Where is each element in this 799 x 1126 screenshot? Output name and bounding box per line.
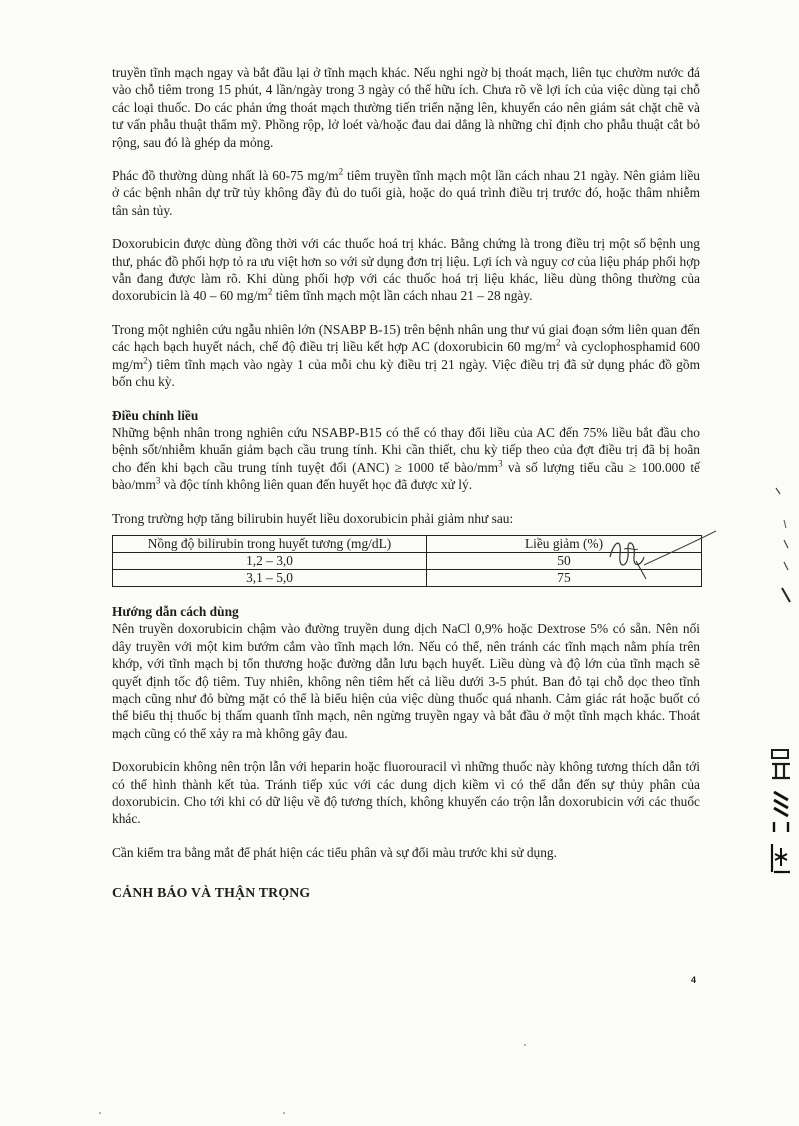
paragraph-bilirubin-intro: Trong trường hợp tăng bilirubin huyết liều doxorubicin phải giảm như sau:	[112, 510, 514, 526]
scan-speck	[283, 1112, 285, 1114]
paragraph-visual-inspection: Cần kiểm tra bằng mắt để phát hiện các tiểu phân và sự đổi màu trước khi sử dụng.	[112, 844, 557, 860]
table-cell: 1,2 – 3,0	[113, 552, 427, 569]
paragraph-combination: Doxorubicin được dùng đồng thời với các thuốc hoá trị khác. Bằng chứng là trong điều trị một số bệnh ung thư, phác đồ phối hợp tỏ ra ưu việt hơn so với sử dụng đơn trị liệu. Lợi ích và nguy cơ của liệu pháp phối hợp vẫn đang được làm rõ. Khi dùng phối hợp với các thuốc hoá trị liệu khác, liều dùng thông thường của doxorubicin là 40 – 60 $mg/m^2$ tiêm tĩnh mạch một lần cách nhau 21 – 28 ngày.	[112, 236, 700, 304]
scan-speck	[524, 1044, 526, 1046]
paragraph-extravasation: truyền tĩnh mạch ngay và bắt đầu lại ở tĩnh mạch khác. Nếu nghi ngờ bị thoát mạch, liên tục chườm nước đá vào chỗ tiêm trong 15 phút, 4 lần/ngày trong 3 ngày có thể hữu ích. Chưa rõ về lợi ích của việc dùng tại chỗ các loại thuốc. Do các phản ứng thoát mạch thường tiến triển nặng lên, khuyến cáo nên giám sát chặt chẽ và tư vấn phẫu thuật thẩm mỹ. Phồng rộp, lở loét và/hoặc đau dai dẳng là những chỉ định cho phẫu thuật cắt bỏ rộng, sau đó là ghép da mỏng.	[112, 65, 700, 150]
paragraph-usual-regimen: Phác đồ thường dùng nhất là 60-75 $mg/m^2$ tiêm truyền tĩnh mạch một lần cách nhau 21 ngày. Nên giảm liều ở các bệnh nhân dự trữ tủy không đầy đủ do tuổi già, hoặc do quá trình điều trị trước đó, hoặc thâm nhiễm tân sản tủy.	[112, 166, 700, 218]
table-header-cell: Liều giảm (%)	[427, 535, 702, 552]
section-title-warnings: CẢNH BÁO VÀ THẬN TRỌNG	[112, 885, 311, 901]
paragraph-dose-adjustment: Những bệnh nhân trong nghiên cứu NSABP-B15 có thể có thay đổi liều của AC đến 75% liều bắt đầu cho bệnh sốt/nhiễm khuẩn giảm bạch cầu trung tính. Khi cần thiết, chu kỳ tiếp theo của đợt điều trị đã bị hoãn cho đến khi bạch cầu trung tính tuyệt đối (ANC) ≥ 1000 tế bào/$mm^3$ và số lượng tiểu cầu ≥ 100.000 tế bào/$mm^3$ và độc tính không liên quan đến huyết học đã được xử lý.	[112, 424, 700, 493]
table-cell: 75	[427, 569, 702, 586]
document-body	[112, 64, 700, 901]
page-number: 4	[691, 975, 697, 985]
paragraph-nsabp-study: Trong một nghiên cứu ngẫu nhiên lớn (NSABP B-15) trên bệnh nhân ung thư vú giai đoạn sớm liên quan đến các hạch bạch huyết nách, chế độ điều trị liều kết hợp AC (doxorubicin 60 $mg/m^2$ và cyclophosphamid 600 $mg/m^2$) tiêm tĩnh mạch vào ngày 1 của mỗi chu kỳ điều trị 21 ngày. Việc điều trị đã sử dụng phác đồ gồm bốn chu kỳ.	[112, 321, 700, 390]
paragraph-administration: Nên truyền doxorubicin chậm vào đường truyền dung dịch NaCl 0,9% hoặc Dextrose 5% có sẵn. Nên nối dây truyền với một kim bướm cắm vào tĩnh mạch lớn. Nếu có thể, nên tránh các tĩnh mạch nằm phía trên khớp, với tĩnh mạch bị tổn thương hoặc đường dẫn lưu bạch huyết. Liều dùng và độ lớn của tĩnh mạch sẽ quyết định tốc độ tiêm. Tuy nhiên, không nên tiêm hết cả liều dưới 3-5 phút. Ban đỏ tại chỗ dọc theo tĩnh mạch cũng như đỏ bừng mặt có thể là biểu hiện của việc dùng thuốc quá nhanh. Cảm giác rát hoặc buốt có thể biểu thị thuốc bị thấm quanh tĩnh mạch, nên ngừng truyền ngay và bắt đầu ở một tĩnh mạch khác. Thoát mạch cũng có thể xảy ra mà không gây đau.	[112, 621, 700, 741]
table-cell: 50	[427, 552, 702, 569]
heading-administration: Hướng dẫn cách dùng	[112, 603, 239, 619]
margin-marks	[770, 480, 794, 610]
table-cell: 3,1 – 5,0	[113, 569, 427, 586]
handwritten-signature	[600, 527, 720, 587]
table-header-cell: Nồng độ bilirubin trong huyết tương (mg/dL)	[113, 535, 427, 552]
partial-stamp	[768, 748, 799, 888]
paragraph-incompatibility: Doxorubicin không nên trộn lẫn với heparin hoặc fluorouracil vì những thuốc này không tương thích dẫn tới có thể hình thành kết tủa. Tránh tiếp xúc với các dung dịch kiềm vì có thể dẫn đến sự thủy phân của doxorubicin. Cho tới khi có dữ liệu về độ tương thích, không khuyến cáo trộn lẫn doxorubicin với các thuốc khác.	[112, 759, 700, 827]
heading-dose-adjustment: Điều chỉnh liều	[112, 407, 199, 423]
scan-speck	[99, 1112, 101, 1114]
